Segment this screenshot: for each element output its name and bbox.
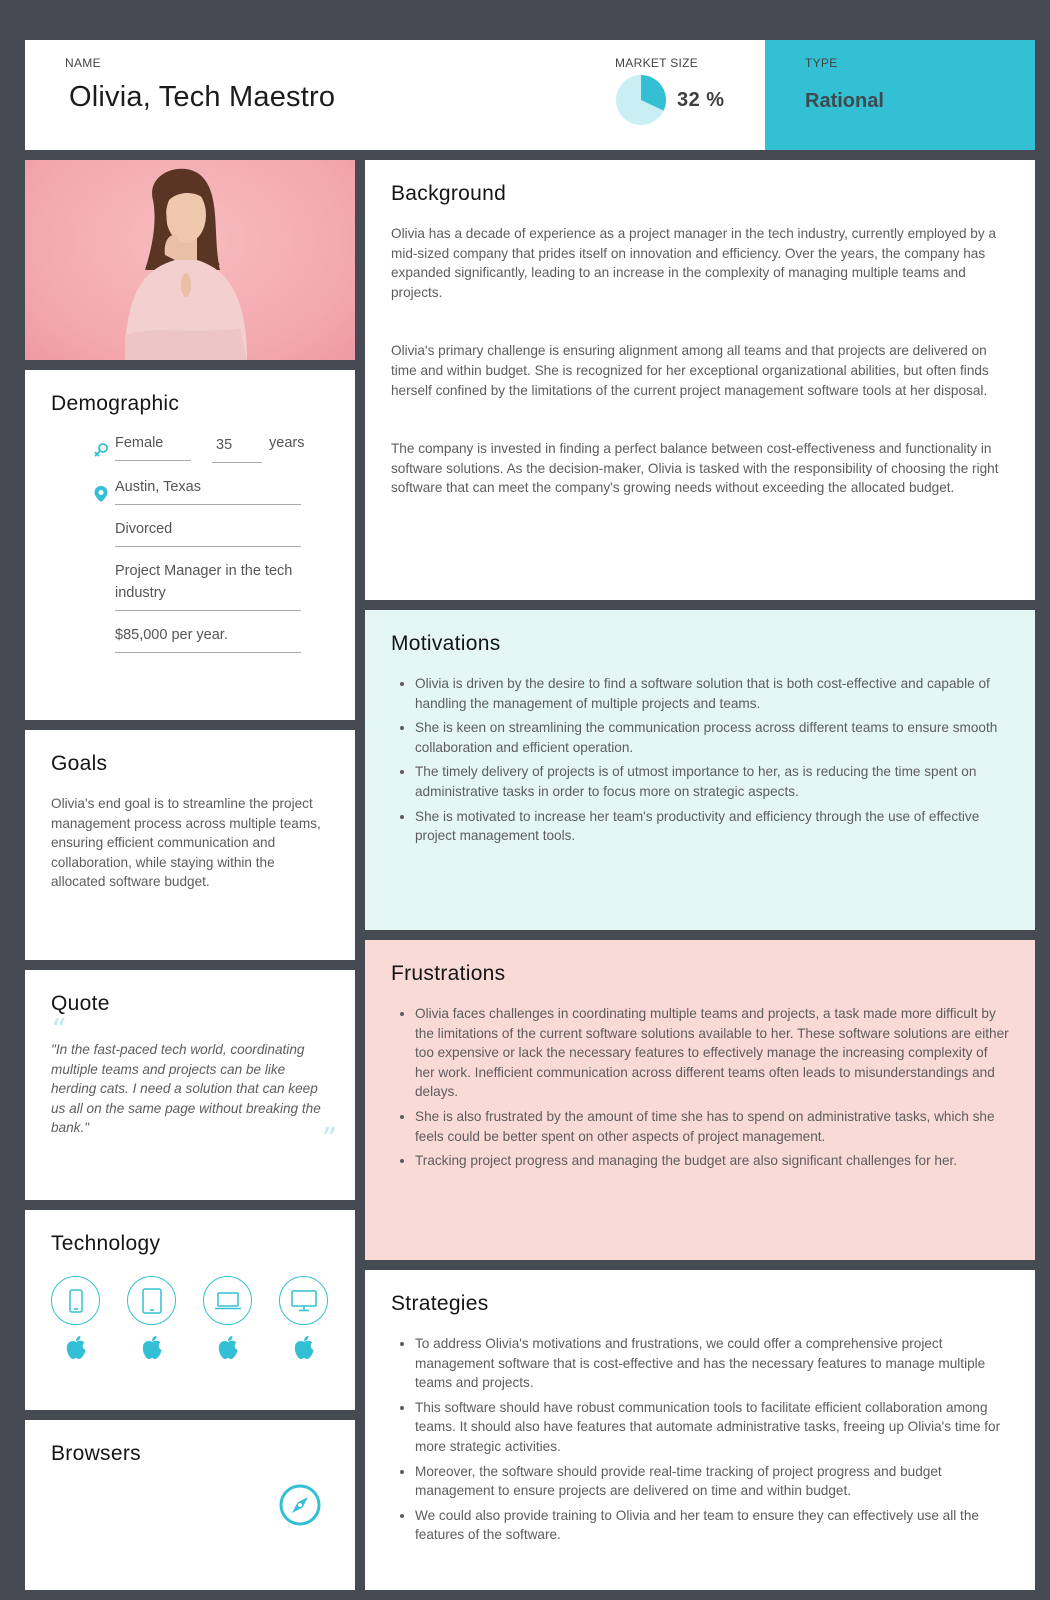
tablet-icon [127, 1276, 176, 1325]
market-size-pie-chart [615, 74, 667, 126]
technology-card [25, 1210, 355, 1410]
type-value: Rational [805, 90, 884, 112]
motivations-card [365, 610, 1035, 930]
market-size-value: 32 % [677, 88, 725, 111]
motivations-list [391, 674, 1009, 846]
name-label: NAME [65, 56, 101, 70]
laptop-icon [203, 1276, 252, 1325]
technology-title: Technology [51, 1232, 161, 1255]
list-item: • The timely delivery of projects is of utmost importance to her, as is reducing the time spent on administrative tasks in order to focus more on strategic aspects. [415, 762, 1009, 801]
location-pin-icon [93, 485, 109, 508]
apple-icon [127, 1335, 176, 1361]
smartphone-icon [51, 1276, 100, 1325]
quote-card [25, 970, 355, 1200]
safari-compass-icon [279, 1484, 321, 1531]
open-quote-icon: “ [51, 1013, 67, 1048]
list-item: • This software should have robust communication tools to facilitate efficient collaboration among teams. It should also have features that automate administrative tasks, freeing up Olivia's time for more strategic activities. [415, 1398, 1009, 1457]
frustrations-card [365, 940, 1035, 1260]
persona-name: Olivia, Tech Maestro [69, 81, 336, 113]
browsers-card [25, 1420, 355, 1590]
background-title: Background [391, 182, 507, 205]
tech-device-smartphone [51, 1276, 127, 1361]
market-size-label: MARKET SIZE [615, 56, 699, 70]
name-block [65, 56, 335, 114]
list-item: • She is keen on streamlining the communication process across different teams to ensure smooth collaboration and efficient operation. [415, 718, 1009, 757]
strategies-list [391, 1334, 1009, 1545]
list-item: • She is motivated to increase her team's productivity and efficiency through the use of effective project management tools. [415, 807, 1009, 846]
market-size-block [615, 56, 725, 126]
apple-icon [279, 1335, 328, 1361]
marital-status-field[interactable]: Divorced [115, 518, 301, 547]
female-icon [93, 442, 109, 463]
gender-field[interactable]: Female [115, 432, 191, 461]
list-item: • We could also provide training to Olivia and her team to ensure they can effectively use all the features of the software. [415, 1506, 1009, 1545]
list-item: • Olivia is driven by the desire to find a software solution that is both cost-effective and capable of handling the management of multiple projects and teams. [415, 674, 1009, 713]
demographic-title: Demographic [51, 392, 180, 415]
frustrations-list [391, 1004, 1009, 1171]
strategies-card [365, 1270, 1035, 1590]
background-paragraph: The company is invested in finding a perfect balance between cost-effectiveness and functionality in software solutions. As the decision-maker, Olivia is tasked with the responsibility of choosing the right software that can meet the company's growing needs without exceeding the allocated budget. [391, 441, 999, 496]
list-item: • Tracking project progress and managing the budget are also significant challenges for her. [415, 1151, 1009, 1171]
age-field[interactable]: 35 [212, 434, 262, 463]
persona-header [25, 40, 1035, 150]
motivations-title: Motivations [391, 632, 501, 655]
close-quote-icon: ” [321, 1122, 337, 1157]
list-item: • To address Olivia's motivations and frustrations, we could offer a comprehensive project management software that is cost-effective and has the necessary features to manage multiple teams and projects. [415, 1334, 1009, 1393]
quote-text: "In the fast-paced tech world, coordinating multiple teams and projects can be like herding cats. I need a solution that can keep us all on the same page without breaking the bank." [51, 1042, 321, 1136]
tech-device-laptop [203, 1276, 279, 1361]
list-item: • She is also frustrated by the amount of time she has to spend on administrative tasks, which she feels could be better spent on other aspects of project management. [415, 1107, 1009, 1146]
browsers-title: Browsers [51, 1442, 141, 1465]
apple-icon [203, 1335, 252, 1361]
age-unit: years [269, 435, 305, 451]
tech-device-tablet [127, 1276, 203, 1361]
strategies-title: Strategies [391, 1292, 489, 1315]
list-item: • Olivia faces challenges in coordinating multiple teams and projects, a task made more difficult by the limitations of the current software solutions available to her. These software solutions are either too expensive or lack the necessary features to effectively manage the increasing complexity of her work. Inefficient communication across different teams often leads to misunderstandings and delays. [415, 1004, 1009, 1102]
apple-icon [51, 1335, 100, 1361]
frustrations-title: Frustrations [391, 962, 506, 985]
desktop-icon [279, 1276, 328, 1325]
goals-card [25, 730, 355, 960]
demographic-card [25, 370, 355, 720]
income-field[interactable]: $85,000 per year. [115, 624, 301, 653]
persona-portrait-illustration [25, 160, 355, 360]
tech-device-desktop [279, 1276, 355, 1361]
type-block [765, 40, 1035, 150]
goals-title: Goals [51, 752, 108, 775]
quote-title: Quote [51, 992, 110, 1015]
background-card [365, 160, 1035, 600]
list-item: • Moreover, the software should provide real-time tracking of project progress and budget management to ensure projects are delivered on time and within budget. [415, 1462, 1009, 1501]
location-field[interactable]: Austin, Texas [115, 476, 301, 505]
background-paragraph: Olivia's primary challenge is ensuring alignment among all teams and that projects are delivered on time and within budget. She is recognized for her exceptional organizational abilities, but often finds herself confined by the limitations of the current project management software tools at her disposal. [391, 343, 989, 398]
persona-photo [25, 160, 355, 360]
background-paragraph: Olivia has a decade of experience as a project manager in the tech industry, currently employed by a mid-sized company that prides itself on innovation and efficiency. Over the years, the company has expanded significantly, leading to an increase in the complexity of managing multiple teams and projects. [391, 226, 997, 300]
goals-text: Olivia's end goal is to streamline the project management process across multiple teams, ensuring efficient communication and collaboration, while staying within the allocated software budget. [51, 796, 321, 890]
occupation-field[interactable]: Project Manager in the tech industry [115, 560, 301, 611]
type-label: TYPE [805, 56, 838, 70]
